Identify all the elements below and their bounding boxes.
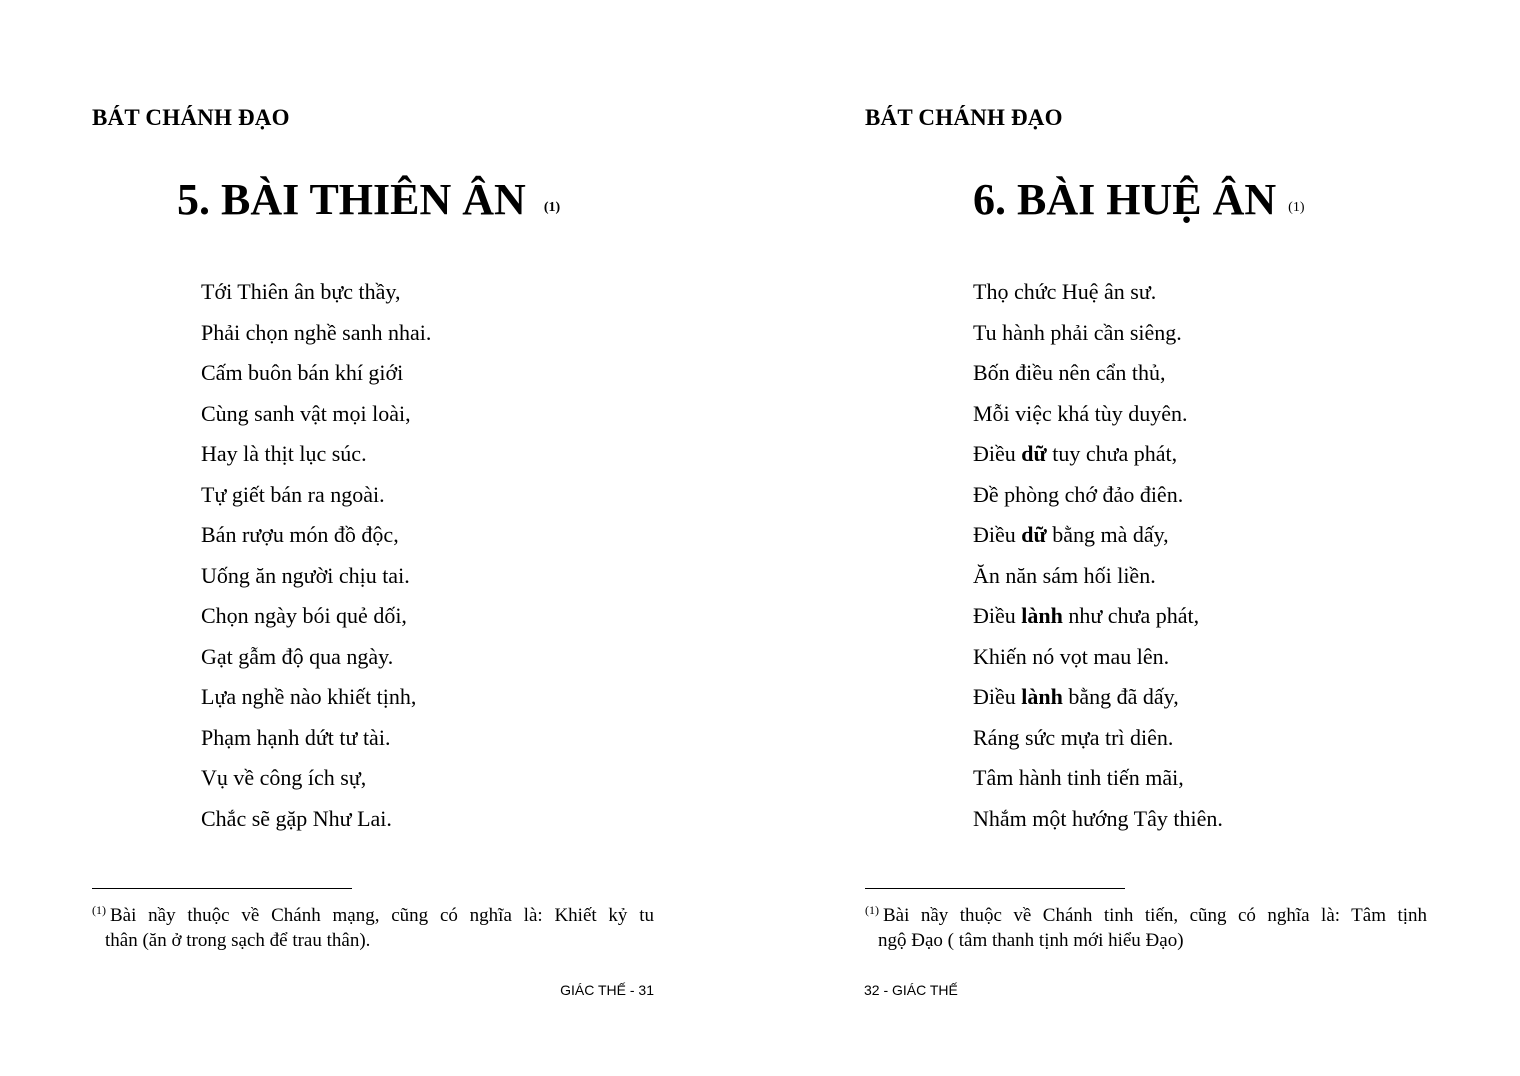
verse-line: Gạt gẫm độ qua ngày. (201, 643, 394, 669)
footnote-line-1 (865, 898, 1427, 928)
verse-line (973, 394, 1223, 435)
verse-text: Ráng sức mựa trì diên. (973, 724, 1174, 750)
verse-text: bằng đã dấy, (1062, 684, 1179, 709)
verse-line: Cùng sanh vật mọi loài, (201, 400, 411, 426)
verse-text: Đề phòng chớ đảo điên. (973, 481, 1184, 507)
verse-list (973, 272, 1223, 839)
verse-text: Điều (973, 522, 1022, 547)
verse-line (973, 313, 1223, 354)
poem-title (177, 172, 560, 236)
verse-emphasis: dữ (1021, 522, 1047, 547)
poem-title-text: 6. BÀI HUỆ ÂN (973, 175, 1277, 224)
verse-line: Tới Thiên ân bực thầy, (201, 279, 401, 304)
verse-line (973, 718, 1223, 759)
verse-line (973, 556, 1223, 597)
footnote-mark: (1) (92, 903, 106, 917)
verse-line (973, 637, 1223, 678)
verse-line (973, 353, 1223, 394)
verse-emphasis: dữ (1021, 441, 1047, 466)
footnote-line-1 (92, 898, 654, 928)
right-page (760, 0, 1520, 1076)
verse-text: Tu hành phải cần siêng. (973, 319, 1182, 345)
footnote-text-1: Bài nầy thuộc về Chánh mạng, cũng có nghĩa là: Khiết kỷ tu (110, 905, 654, 926)
footnote-mark: (1) (865, 903, 879, 917)
verse-line: Phải chọn nghề sanh nhai. (201, 319, 432, 345)
footnote-divider (865, 888, 1125, 889)
verse-list (201, 272, 431, 839)
poem-title-text: 5. BÀI THIÊN ÂN (177, 175, 526, 224)
verse-line: Chắc sẽ gặp Như Lai. (201, 805, 392, 831)
verse-text: Khiến nó vọt mau lên. (973, 643, 1170, 669)
verse-line (973, 515, 1223, 556)
footnote-divider (92, 888, 352, 889)
verse-line: Uống ăn người chịu tai. (201, 562, 410, 588)
page-number: GIÁC THẾ - 31 (560, 982, 654, 998)
footnote-line-2: thân (ăn ở trong sạch để trau thân). (105, 930, 371, 951)
verse-line: Hay là thịt lục súc. (201, 441, 367, 466)
verse-text: Ăn năn sám hối liền. (973, 562, 1156, 588)
verse-line (973, 596, 1223, 637)
verse-line: Vụ về công ích sự, (201, 765, 367, 790)
page-number: 32 - GIÁC THẾ (864, 982, 958, 998)
running-header: BÁT CHÁNH ĐẠO (865, 105, 1063, 130)
verse-text: Mỗi việc khá tùy duyên. (973, 400, 1188, 426)
footnote (92, 898, 654, 953)
verse-text: Thọ chức Huệ ân sư. (973, 279, 1157, 304)
verse-line (973, 799, 1223, 840)
verse-line: Cấm buôn bán khí giới (201, 360, 404, 385)
verse-line: Chọn ngày bói quẻ dối, (201, 603, 407, 628)
poem-title (973, 172, 1304, 236)
verse-text: Bốn điều nên cẩn thủ, (973, 360, 1166, 385)
verse-line: Phạm hạnh dứt tư tài. (201, 724, 391, 750)
verse-line (973, 434, 1223, 475)
title-footnote-ref[interactable]: (1) (543, 200, 561, 215)
verse-line (973, 758, 1223, 799)
verse-text: Điều (973, 603, 1022, 628)
verse-text: Điều (973, 441, 1022, 466)
verse-emphasis: lành (1021, 684, 1063, 709)
verse-text: tuy chưa phát, (1046, 441, 1178, 466)
verse-line (973, 272, 1223, 313)
footnote-text-1: Bài nầy thuộc về Chánh tinh tiến, cũng có nghĩa là: Tâm tịnh (883, 905, 1427, 926)
title-footnote-ref[interactable]: (1) (1288, 200, 1305, 215)
verse-text: như chưa phát, (1062, 603, 1200, 628)
verse-emphasis: lành (1021, 603, 1063, 628)
verse-line: Lựa nghề nào khiết tịnh, (201, 684, 417, 709)
verse-line: Tự giết bán ra ngoài. (201, 481, 385, 507)
verse-text: Điều (973, 684, 1022, 709)
verse-line: Bán rượu món đồ độc, (201, 522, 399, 547)
verse-text: bằng mà dấy, (1046, 522, 1169, 547)
verse-text: Tâm hành tinh tiến mãi, (973, 765, 1184, 790)
verse-line (973, 677, 1223, 718)
footnote-line-2: ngộ Đạo ( tâm thanh tịnh mới hiểu Đạo) (878, 930, 1184, 951)
running-header: BÁT CHÁNH ĐẠO (92, 105, 290, 130)
verse-line (973, 475, 1223, 516)
verse-text: Nhắm một hướng Tây thiên. (973, 805, 1223, 831)
footnote (865, 898, 1427, 953)
